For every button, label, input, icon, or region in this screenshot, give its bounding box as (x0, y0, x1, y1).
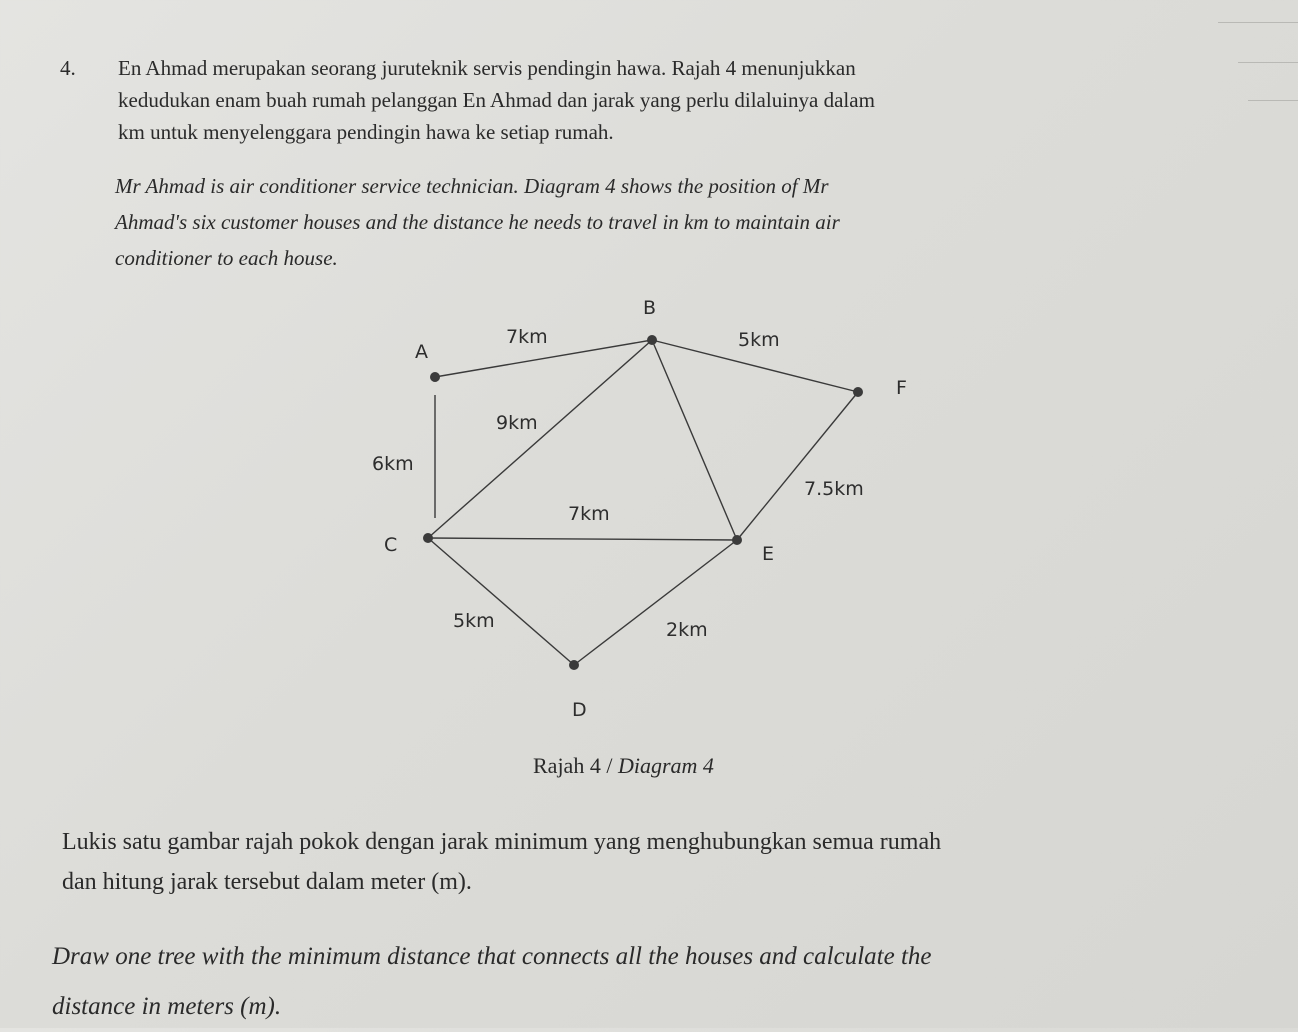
task-text-malay (62, 822, 941, 902)
node-b (647, 335, 657, 345)
text-line: Ahmad's six customer houses and the distance he needs to travel in km to maintain air (115, 210, 840, 234)
node-d (569, 660, 579, 670)
edge-label-b-f: 5km (738, 329, 780, 351)
text-line: En Ahmad merupakan seorang juruteknik servis pendingin hawa. Rajah 4 menunjukkan (118, 56, 856, 80)
node-label-c: C (384, 534, 398, 556)
text-line: dan hitung jarak tersebut dalam meter (m). (62, 869, 472, 895)
edge-label-c-d: 5km (453, 610, 495, 632)
text-line: Draw one tree with the minimum distance that connects all the houses and calculate the (52, 943, 932, 970)
node-label-a: A (415, 341, 428, 363)
text-line: Mr Ahmad is air conditioner service technician. Diagram 4 shows the position of Mr (115, 174, 829, 198)
caption-malay: Rajah 4 / (533, 753, 618, 778)
text-line: km untuk menyelenggara pendingin hawa ke setiap rumah. (118, 120, 614, 144)
edge-c-d (428, 538, 574, 665)
question-number: 4. (60, 56, 76, 80)
edge-label-a-c: 6km (372, 453, 414, 475)
node-label-f: F (896, 377, 907, 399)
edge-label-f-e: 7.5km (804, 478, 864, 500)
text-line: kedudukan enam buah rumah pelanggan En Ahmad dan jarak yang perlu dilaluinya dalam (118, 88, 875, 112)
edge-b-e (652, 340, 737, 540)
edge-f-e (737, 392, 858, 540)
node-c (423, 533, 433, 543)
node-label-e: E (762, 543, 775, 565)
node-f (853, 387, 863, 397)
node-label-b: B (643, 297, 657, 319)
diagram-caption (533, 753, 714, 779)
text-line: Lukis satu gambar rajah pokok dengan jarak minimum yang menghubungkan semua rumah (62, 829, 942, 855)
edge-label-c-e: 7km (568, 503, 610, 525)
node-label-d: D (572, 699, 587, 721)
task-text-english (52, 932, 931, 1032)
node-e (732, 535, 742, 545)
edge-label-b-c: 9km (496, 412, 538, 434)
edge-label-a-b: 7km (506, 326, 548, 348)
edge-label-d-e: 2km (666, 619, 708, 641)
node-a (430, 372, 440, 382)
edge-d-e (574, 540, 737, 665)
text-line: conditioner to each house. (115, 246, 338, 270)
edge-b-c (428, 340, 652, 538)
caption-english: Diagram 4 (617, 753, 714, 778)
text-line: distance in meters (m). (52, 993, 282, 1020)
edge-c-e (428, 538, 737, 540)
